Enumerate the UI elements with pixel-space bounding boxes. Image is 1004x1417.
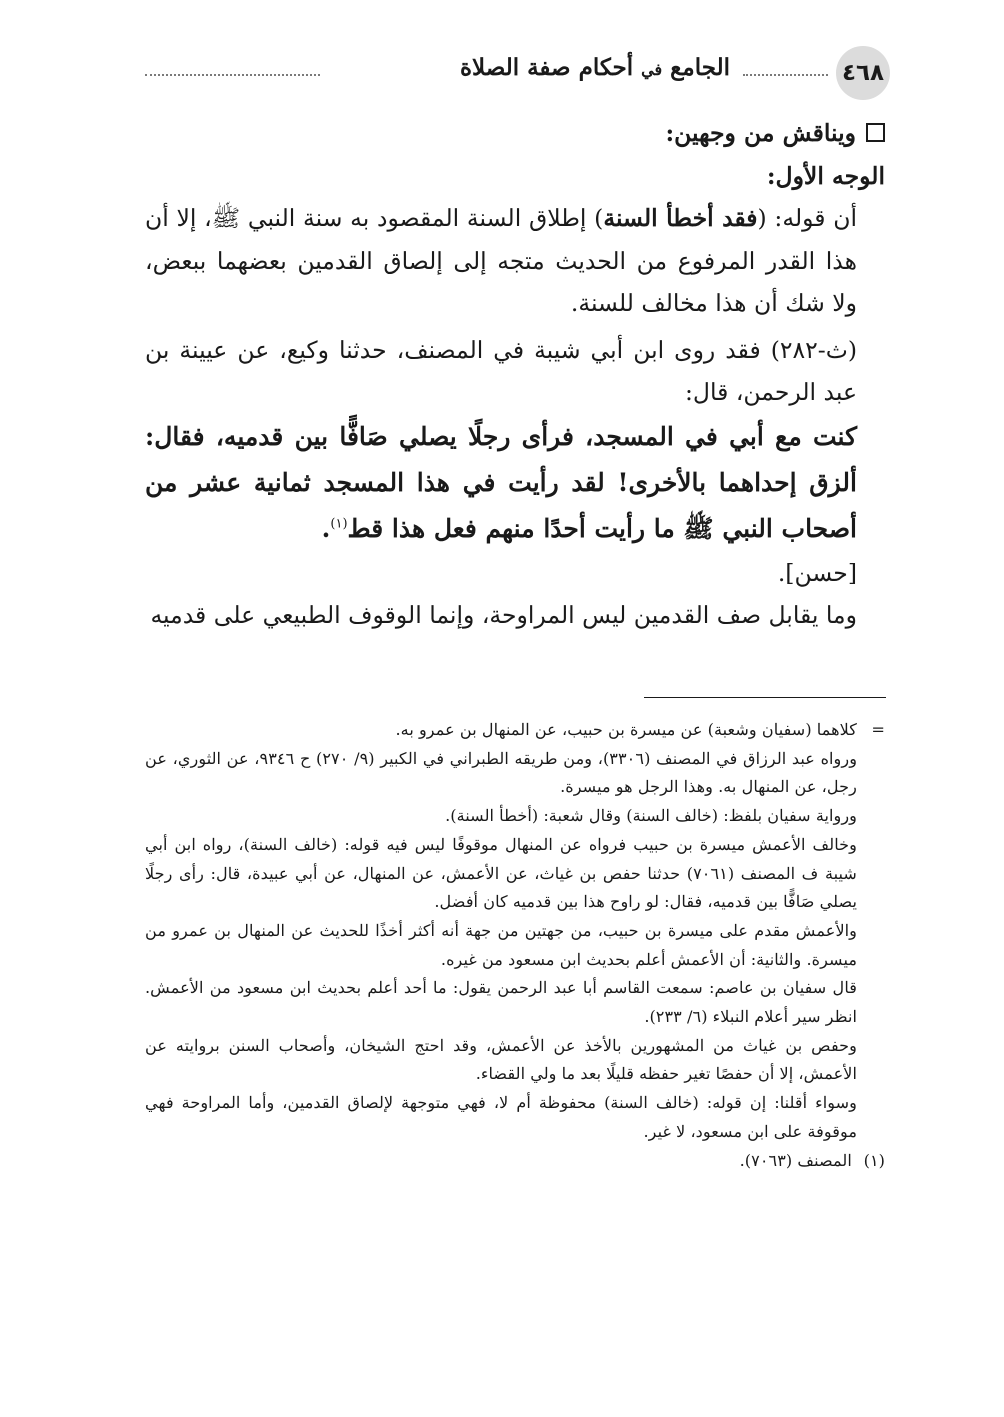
dotted-leader-left (145, 74, 320, 76)
subheading: الوجه الأول: (766, 161, 885, 190)
paragraph-1-end: ) إطلاق السنة المقصود به سنة النبي ﷺ، إلا أن هذا القدر المرفوع من الحديث متجه إلى إلصاق القدمين بعضهما ببعض، ولا شك أن هذا مخالف للسنة. (145, 204, 857, 317)
running-title-part3: أحكام صفة الصلاة (459, 54, 634, 81)
footnote-line: قال سفيان بن عاصم: سمعت القاسم أبا عبد الرحمن يقول: ما أحد أعلم بحديث ابن مسعود من الأعمش. انظر سير أعلام النبلاء (٦/ ٢٣٣). (145, 978, 857, 1027)
continuation-mark: = (871, 720, 885, 739)
section-heading (145, 112, 885, 155)
running-title (460, 54, 730, 81)
athar-end: . (321, 513, 331, 543)
checkbox-square-icon (866, 123, 885, 142)
footnote-1-number: (١) (863, 1150, 885, 1170)
paragraph-1-start: أن قوله: ( (757, 204, 857, 232)
footnote-line: = كلاهما (سفيان وشعبة) عن ميسرة بن حبيب، عن المنهال بن عمرو به. (145, 716, 885, 745)
footnote-line: ورواه عبد الرزاق في المصنف (٣٣٠٦)، ومن طريقه الطبراني في الكبير (٩/ ٢٧٠) ح ٩٣٤٦، عن الثوري، عن رجل، عن المنهال به. وهذا الرجل هو ميسرة. (145, 748, 858, 797)
footnote-line: وخالف الأعمش ميسرة بن حبيب فرواه عن المنهال موقوفًا ليس فيه قوله: (خالف السنة)، رواه ابن أبي شيبة ف المصنف (٧٠٦١) حدثنا حفص بن غياث، عن الأعمش، عن المنهال، عن أبي عبيدة، قال: رأى رجلًا يصلي صَافًّا بين قدميه، فقال: لو راوح هذا بين قدميه كان أفضل. (145, 834, 857, 912)
paragraph-3: وما يقابل صف القدمين ليس المراوحة، وإنما الوقوف الطبيعي على قدميه (150, 601, 857, 629)
paragraph-2: (ث-٢٨٢) فقد روى ابن أبي شيبة في المصنف، حدثنا وكيع، عن عيينة بن عبد الرحمن، قال: (145, 335, 857, 406)
footnote-ref-1: (١) (330, 516, 348, 532)
footnote-line: والأعمش مقدم على ميسرة بن حبيب، من جهتين من جهة أنه أكثر أخذًا للحديث عن المنهال بن عمرو من ميسرة. والثانية: أن الأعمش أعلم بحديث ابن مسعود من غيره. (145, 920, 857, 969)
running-title-part2: في (641, 60, 663, 79)
running-header (145, 38, 890, 98)
footnote-1 (145, 1147, 885, 1176)
dotted-leader-right (743, 74, 828, 76)
running-title-part1: الجامع (670, 54, 730, 81)
athar-text: كنت مع أبي في المسجد، فرأى رجلًا يصلي صَافًّا بين قدميه، فقال: ألزق إحداهما بالأخرى! لقد رأيت في هذا المسجد ثمانية عشر من أصحاب النبي ﷺ ما رأيت أحدًا منهم فعل هذا قط (145, 421, 857, 543)
paragraph-1 (145, 197, 885, 325)
footnote-line: وحفص بن غياث من المشهورين بالأخذ عن الأعمش، وقد احتج الشيخان، وأصحاب السنن بروايته عن الأعمش، إلا أن حفصًا تغير حفظه قليلًا بعد ما ولي القضاء. (145, 1035, 857, 1084)
footnote-separator (644, 697, 886, 698)
footnotes (145, 716, 885, 1175)
athar-quote (145, 414, 885, 552)
paragraph-1-bold: فقد أخطأ السنة (603, 204, 758, 232)
footnote-line: ورواية سفيان بلفظ: (خالف السنة) وقال شعبة: (أخطأ السنة). (445, 806, 857, 826)
page-number-badge (836, 46, 890, 100)
section-heading-text: ويناقش من وجهين: (665, 119, 856, 147)
main-text (145, 112, 885, 637)
grade: [حسن]. (777, 558, 857, 587)
page-number: ٤٦٨ (841, 60, 885, 86)
footnote-line: وسواء أقلنا: إن قوله: (خالف السنة) محفوظة أم لا، فهي متوجهة لإلصاق القدمين، وأما المراوحة فهي موقوفة على ابن مسعود، لا غير. (145, 1093, 857, 1141)
footnote-1-text: المصنف (٧٠٦٣). (739, 1150, 852, 1170)
